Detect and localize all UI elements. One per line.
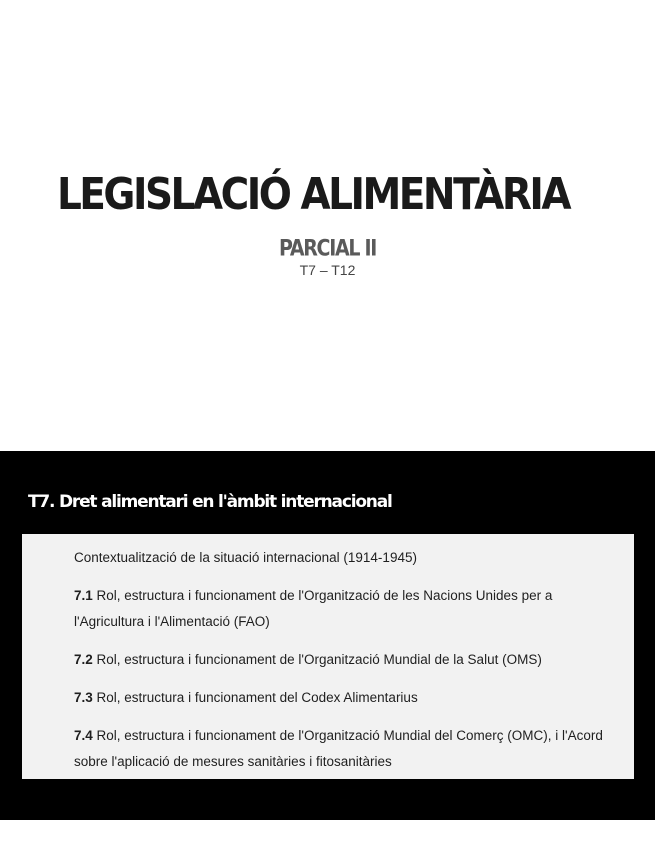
topic-section [0, 451, 655, 820]
section-heading: T7. Dret alimentari en l'àmbit internacional [28, 492, 392, 512]
document-subtitle: PARCIAL II [278, 236, 377, 262]
list-item [74, 647, 622, 673]
item-text: Rol, estructura i funcionament de l'Organització Mundial del Comerç (OMC), i l'Acord sobre l'aplicació de mesures sanitàries i fitosanitàries [74, 728, 603, 769]
item-text: Rol, estructura i funcionament de l'Organització de les Nacions Unides per a l'Agricultura i l'Alimentació (FAO) [74, 588, 553, 629]
item-number: 7.1 [74, 588, 93, 603]
item-number: 7.3 [74, 690, 93, 705]
list-item [74, 685, 622, 711]
topic-range: T7 – T12 [299, 262, 356, 278]
topic-list-box [22, 534, 634, 779]
item-text: Rol, estructura i funcionament del Codex Alimentarius [92, 690, 418, 705]
item-text: Contextualització de la situació internacional (1914-1945) [74, 550, 417, 565]
list-item [74, 583, 622, 635]
list-item [74, 545, 622, 571]
item-number: 7.4 [74, 728, 93, 743]
item-number: 7.2 [74, 652, 93, 667]
item-text: Rol, estructura i funcionament de l'Organització Mundial de la Salut (OMS) [92, 652, 542, 667]
document-title: LEGISLACIÓ ALIMENTÀRIA [56, 170, 570, 221]
list-item [74, 723, 622, 775]
